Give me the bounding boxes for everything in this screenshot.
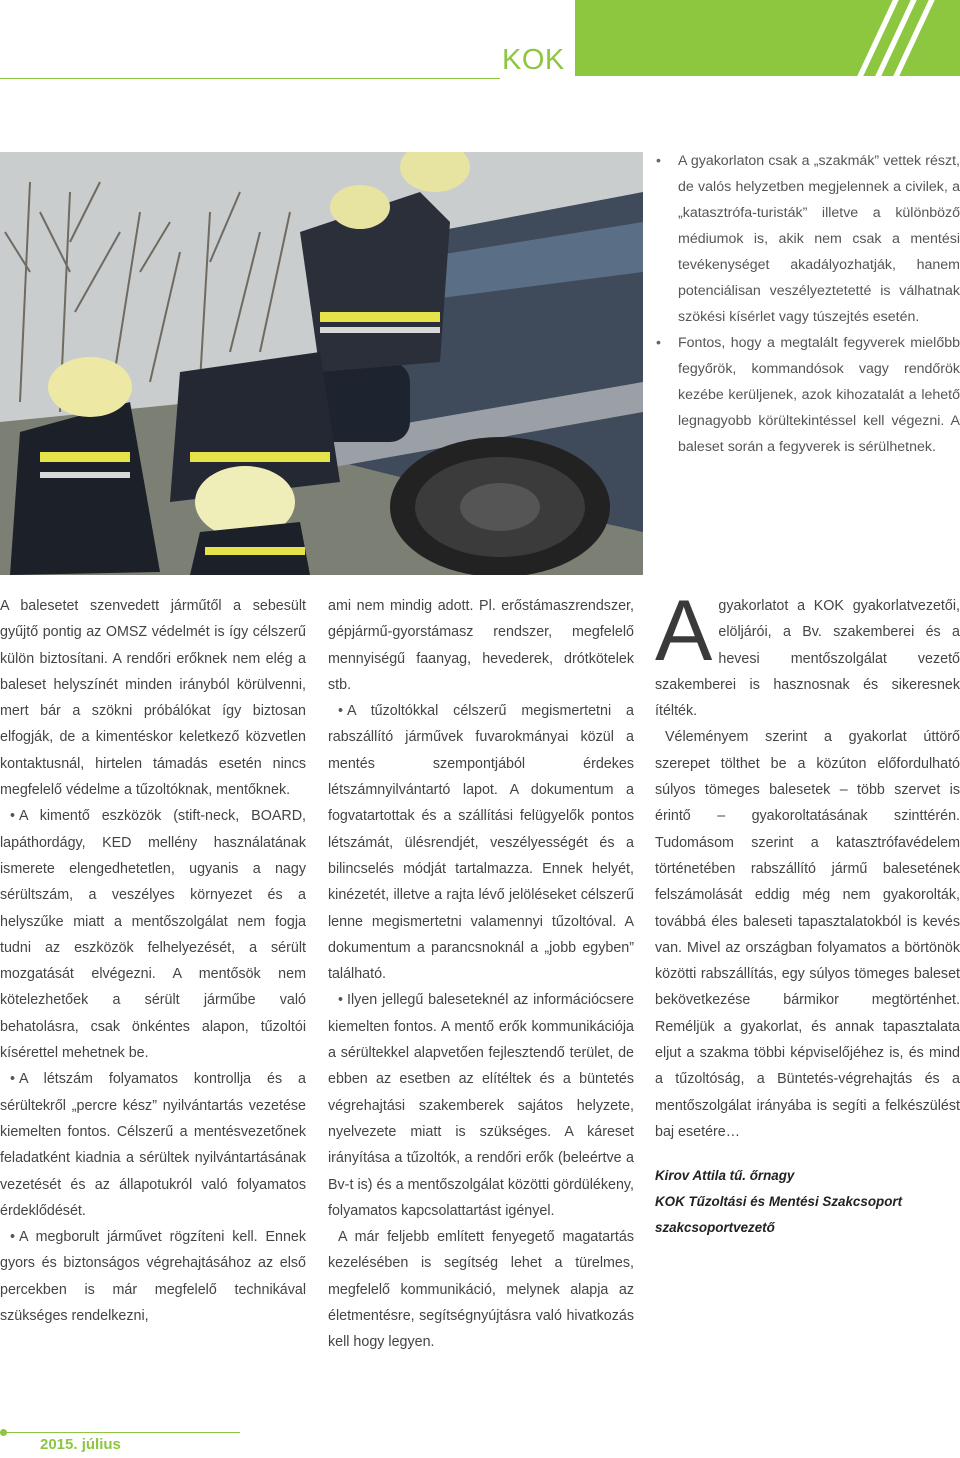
list-item: • A megborult járművet rögzíteni kell. Ennek gyors és biztonságos végrehajtásához az első percekben is már megfelelő technikával szükséges rendelkezni, [0, 1229, 306, 1325]
bullet-icon: • [10, 808, 16, 825]
text-column-1 [0, 593, 306, 1329]
issue-date: 2015. július [40, 1436, 121, 1453]
list-item: • Fontos, hogy a megtalált fegyverek mielőbb fegyőrök, kommandósok vagy rendőrök kezébe kerüljenek, azok kihozatalát a lehető legnagyobb körültekintéssel kell végezni. A baleset során a fegyverek is sérülhetnek. [656, 330, 960, 460]
paragraph: Véleményem szerint a gyakorlat úttörő szerepet tölthet be a közúton előfordulható súlyos tömeges balesetek – több szervet is érintő – gyakoroltatásának szinttérén. Tudomásom szerint a katasztrófavédelem történetében rabszállító jármű balesetének felszámolását eddig még nem gyakorolták, továbbá éles baleseti tapasztalatokból is kevés van. Mivel az országban folyamatos a börtönök közötti rabszállítás, egy súlyos tömeges baleset bekövetkezése bármikor megtörténhet. Reméljük a gyakorlat, és annak tapasztalata eljut a szakma többi képviselőjéhez is, és mind a tűzoltóság, a Büntetés-végrehajtás és a mentőszolgálat irányába is segíti a felkészülést baj esetére… [655, 729, 960, 1140]
top-bullet-list [656, 148, 960, 460]
list-item: • A tűzoltókkal célszerű megismertetni a rabszállító járművek fuvarokmányai közül a mentés szempontjából érdekes létszámnyilvántartó lapot. A dokumentum a fogvatartottak és a szállítási felügyelők pontos létszámát, ülésrendjét, veszélyességét és a bilincselés módját tartalmazza. Ennek helyét, kinézetét, illetve a rajta lévő jelöléseket célszerű lenne megismertetni valamennyi tűzoltóval. A dokumentum a parancsnoknál a „jobb egyben” található. [328, 703, 634, 983]
list-item: • Ilyen jellegű baleseteknél az információcsere kiemelten fontos. A mentő erők kommunikációja a sérültekkel alapvetően fejlesztendő terület, de ebben az esetben az elítéltek és a büntetés végrehajtási szakemberek sajátos helyzete, nyelvezete miatt is szükséges. A káreset irányítása a tűzoltók, a rendőri erők (beleértve a Bv-t is) és a mentőszolgálat közötti gördülékeny, folyamatos kapcsolattartást igényel. [328, 992, 634, 1219]
author-organization: KOK Tűzoltási és Mentési Szakcsoport [655, 1194, 903, 1210]
bullet-icon: • [338, 703, 344, 720]
bullet-icon: • [338, 992, 344, 1009]
rescue-photo [0, 152, 643, 575]
list-item: • A kimentő eszközök (stift-neck, BOARD, lapáthordágy, KED mellény használatának ismerete elengedhetetlen, ugyanis a nagy sérültszám, a veszélyes környezet és a helyszűke miatt a mentőszolgálat nem fogja tudni az eszközök felhelyezését, a sérült mozgatását elvégezni. A mentősök nem kötelezhetőek a sérült járműbe való behatolásra, csak önkéntes alapon, tűzoltói kísérettel mehetnek be. [0, 808, 306, 1062]
paragraph: ami nem mindig adott. Pl. erőstámaszrendszer, gépjármű-gyorstámasz rendszer, megfelelő mennyiségű faanyag, hevederek, drótkötelek stb. [328, 598, 634, 693]
paragraph: A már feljebb említett fenyegető magatartás kezelésében is segítség lehet a türelmes, megfelelő kommunikáció, melynek alapja az életmentésre, segítségnyújtásra való hivatkozás kell hogy legyen. [328, 1229, 634, 1351]
page-header [0, 44, 691, 84]
paragraph: Agyakorlatot a KOK gyakorlatvezetői, elöljárói, a Bv. szakemberei és a hevesi mentőszolgálat vezető szakemberei is hasznosnak és sikeresnek ítélték. [655, 583, 960, 720]
list-item: • A létszám folyamatos kontrollja és a sérültekről „percre kész” nyilvántartás vezetése kiemelten fontos. Célszerű a mentésvezetőnek feladatként kiadnia a sérültek nyilvántartásának vezetését és az állapotukról való folyamatos érdeklődését. [0, 1071, 306, 1219]
drop-cap: A [655, 583, 713, 679]
footer-dot-icon [0, 1429, 7, 1436]
header-rule [0, 78, 500, 79]
author-role: szakcsoportvezető [655, 1220, 775, 1236]
text-column-2 [328, 593, 634, 1356]
bullet-icon: • [10, 1071, 16, 1088]
text-column-3 [655, 583, 960, 1241]
magazine-title: KOK HÍRADÓ [502, 44, 691, 76]
paragraph: A balesetet szenvedett járműtől a sebesült gyűjtő pontig az OMSZ védelmét is így célszerű külön biztosítani. A rendőri erőknek nem elég a baleset helyszínét minden irányból körülvenni, mert bár a szökni próbálókat így biztosan elfogják, de a kimentéskor keletkező közvetlen kontaktusnál, hirtelen támadás esetén nincs megfelelő védelme a tűzoltóknak, mentőknek. [0, 598, 306, 799]
footer-rule [0, 1432, 240, 1433]
bullet-icon: • [10, 1229, 16, 1246]
list-item: • A gyakorlaton csak a „szakmák” vettek részt, de valós helyzetben megjelennek a civilek, a „katasztrófa-turisták” illetve a különböző médiumok is, akik nem csak a mentési tevékenységet akadályozhatják, hanem potenciálisan veszélyeztetetté is válhatnak szökési kísérlet vagy túszejtés esetén. [656, 148, 960, 330]
author-name: Kirov Attila tű. őrnagy [655, 1168, 795, 1184]
author-signature [655, 1163, 960, 1241]
